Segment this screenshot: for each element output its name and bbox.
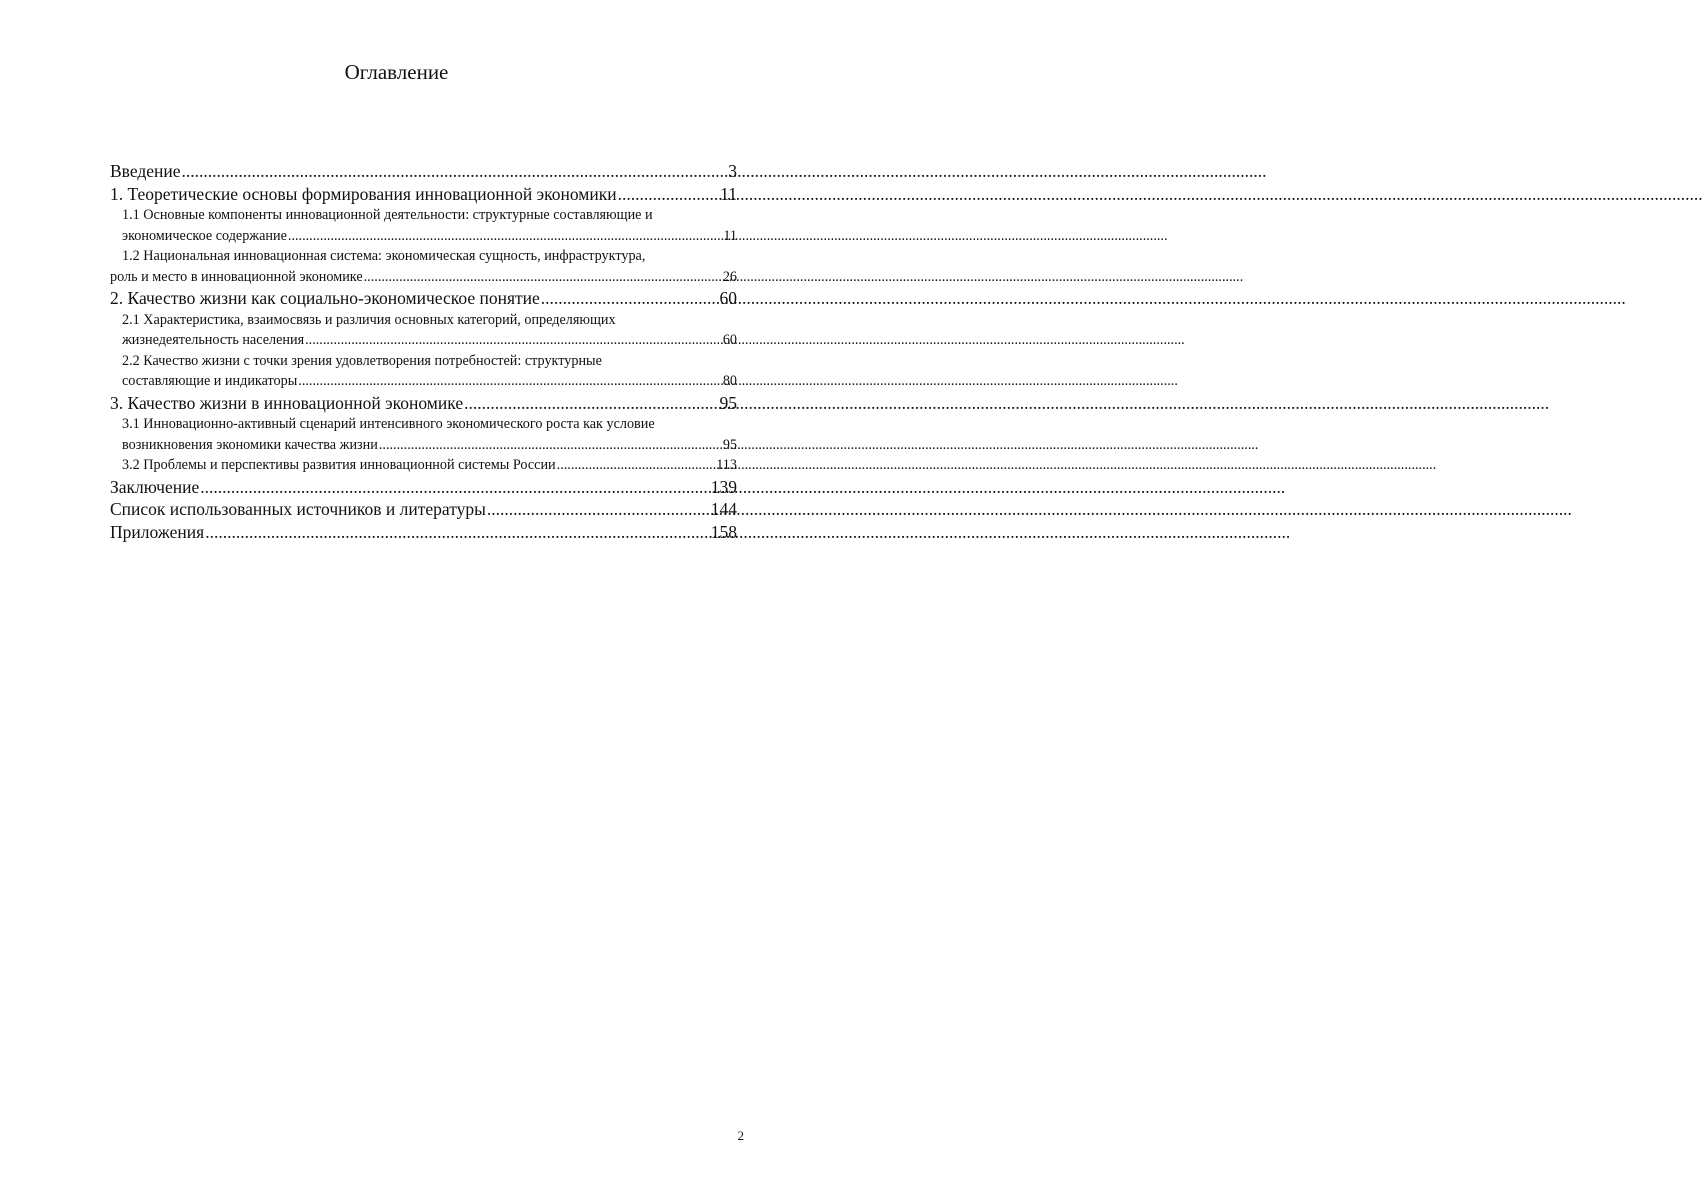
toc-entry-section-2-2-cont[interactable] xyxy=(110,371,737,392)
toc-entry-section-3-1[interactable] xyxy=(110,414,737,435)
toc-leader-dots xyxy=(182,160,728,183)
toc-entry-section-1-2[interactable] xyxy=(110,246,737,267)
toc-entry-title: Приложения xyxy=(110,521,205,542)
toc-entry-title: 1. Теоретические основы формирования инновационной экономики xyxy=(110,183,617,204)
toc-entry-title: жизнедеятельность населения xyxy=(122,332,305,348)
toc-entry-page: 113 xyxy=(716,457,737,473)
toc-leader-dots xyxy=(305,330,722,351)
toc-leader-dots xyxy=(541,287,719,310)
toc-entry-title: 3.1 Инновационно-активный сценарий интенсивного экономического роста как условие xyxy=(122,416,655,432)
toc-entry-page: 11 xyxy=(723,227,737,244)
toc-entry-title: 1.1 Основные компоненты инновационной деятельности: структурные составляющие и xyxy=(122,207,653,223)
toc-entry-title: 2.2 Качество жизни с точки зрения удовлетворения потребностей: структурные xyxy=(122,352,602,369)
toc-entry-intro[interactable] xyxy=(110,160,737,183)
toc-leader-dots xyxy=(379,435,722,456)
toc-leader-dots xyxy=(557,455,716,476)
toc-entry-page: 144 xyxy=(710,499,737,519)
toc-entry-section-2-1-cont[interactable] xyxy=(110,330,737,351)
toc-entry-page: 158 xyxy=(710,521,737,542)
toc-entry-conclusion[interactable] xyxy=(110,476,737,499)
toc-entry-title: 3.2 Проблемы и перспективы развития инновационной системы России xyxy=(122,457,556,473)
toc-entry-page: 26 xyxy=(722,268,737,285)
toc-entry-page: 60 xyxy=(719,288,737,308)
toc-entry-title: Список использованных источников и литературы xyxy=(110,499,486,519)
toc-entry-page: 3 xyxy=(728,161,737,181)
toc-entry-section-2-2[interactable] xyxy=(110,351,737,372)
table-of-contents xyxy=(110,160,737,543)
toc-entry-title: 3. Качество жизни в инновационной экономике xyxy=(110,392,464,413)
toc-entry-appendices[interactable] xyxy=(110,521,737,544)
toc-entry-section-3-1-cont[interactable] xyxy=(110,435,737,456)
page-title: Оглавление xyxy=(344,60,449,84)
toc-entry-page: 95 xyxy=(722,436,737,453)
toc-entry-title: 1.2 Национальная инновационная система: экономическая сущность, инфраструктура, xyxy=(122,248,646,264)
toc-entry-title: возникновения экономики качества жизни xyxy=(122,436,378,453)
toc-leader-dots xyxy=(618,183,720,206)
toc-entry-chapter-1[interactable] xyxy=(110,183,737,206)
toc-entry-page: 11 xyxy=(720,183,737,204)
toc-entry-page: 95 xyxy=(719,392,737,413)
toc-leader-dots xyxy=(298,371,722,392)
toc-entry-chapter-2[interactable] xyxy=(110,287,737,310)
toc-leader-dots xyxy=(464,392,718,415)
toc-entry-title: 2.1 Характеристика, взаимосвязь и различия основных категорий, определяющих xyxy=(122,311,616,328)
toc-entry-title: экономическое содержание xyxy=(122,227,287,244)
toc-entry-section-3-2[interactable] xyxy=(110,455,737,476)
page-number: 2 xyxy=(737,1128,744,1143)
toc-entry-chapter-3[interactable] xyxy=(110,392,737,415)
toc-leader-dots xyxy=(487,498,710,521)
toc-entry-references[interactable] xyxy=(110,498,737,521)
toc-entry-section-1-1[interactable] xyxy=(110,205,737,226)
toc-leader-dots xyxy=(364,267,722,288)
toc-entry-section-2-1[interactable] xyxy=(110,310,737,331)
toc-entry-title: роль и место в инновационной экономике xyxy=(110,268,363,285)
toc-entry-page: 60 xyxy=(722,332,737,348)
toc-entry-title: Введение xyxy=(110,161,181,181)
toc-leader-dots xyxy=(200,476,710,499)
toc-entry-title: Заключение xyxy=(110,476,200,497)
toc-entry-section-1-1-cont[interactable] xyxy=(110,226,737,247)
toc-entry-title: 2. Качество жизни как социально-экономическое понятие xyxy=(110,288,540,308)
toc-entry-page: 139 xyxy=(710,476,737,497)
toc-entry-section-1-2-cont[interactable] xyxy=(110,267,737,288)
toc-leader-dots xyxy=(288,226,722,247)
toc-entry-page: 80 xyxy=(722,373,737,389)
toc-entry-title: составляющие и индикаторы xyxy=(122,373,298,389)
toc-leader-dots xyxy=(205,521,710,544)
